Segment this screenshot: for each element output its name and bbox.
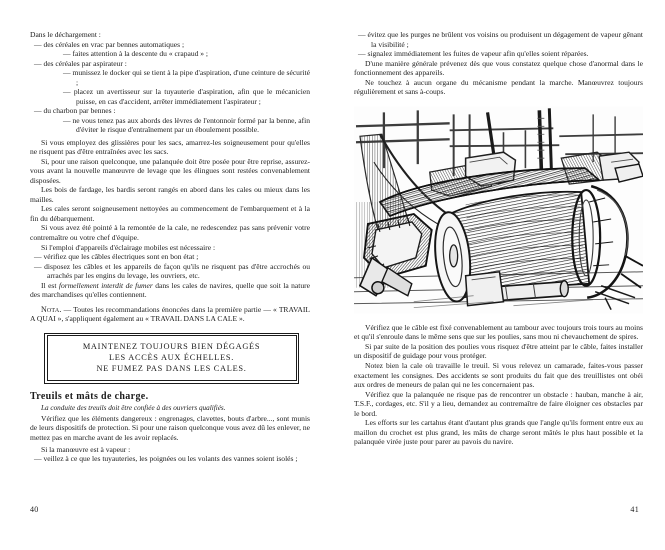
- section-italic-lead: La conduite des treuils doit être confiée à des ouvriers qualifiés.: [41, 403, 226, 412]
- paragraph: Les cales seront soigneusement nettoyées au commencement de l'embarquement et à la fin du débarquement.: [30, 204, 310, 223]
- figure-winch-wrapper: [354, 106, 643, 314]
- list-item: — placez un avertisseur sur la tuyauterie d'aspiration, afin que le mécanicien puisse, en cas d'accident, arrêter immédiatement l'aspirateur ;: [63, 87, 310, 106]
- list-item-text: vérifiez que les câbles électriques sont en bon état ;: [43, 252, 199, 262]
- paragraph: D'une manière générale prévenez dès que vous constatez quelque chose d'anormal dans le fonctionnement des appareils.: [354, 58, 643, 78]
- smoking-ban-emphasis: formellement interdit de fumer: [58, 280, 153, 290]
- paragraph: Les efforts sur les cartahus étant d'autant plus grands que l'angle qu'ils forment entre eux au maillon du crochet est plus grand, les mâts de charge seront mâtés le plus haut possible et la palanquée virée juste pour parer au pavois du navire.: [354, 418, 643, 447]
- paragraph: Si, pour une raison quelconque, une palanquée doit être posée pour être reprise, assurez-vous avant la nouvelle manœuvre de levage que les élingues sont restées convenablement disposées.: [30, 156, 310, 185]
- warning-line: MAINTENEZ TOUJOURS BIEN DÉGAGÉS: [82, 342, 261, 352]
- list-item: — munissez le docker qui se tient à la pipe d'aspiration, d'une ceinture de sécurité ;: [63, 68, 310, 87]
- warning-line: NE FUMEZ PAS DANS LES CALES.: [96, 364, 247, 374]
- smoking-ban-before: Il est: [41, 280, 59, 290]
- list-item: — vérifiez que les câbles électriques sont en bon état ;: [34, 252, 199, 262]
- paragraph: Notez bien la cale où travaille le treuil. Si vous relevez un camarade, faites-vous passer exactement les consignes. Des accidents se sont produits du fait que des treuillistes ont obéi aux ordres de meneurs de palan qui ne les concernaient pas.: [354, 361, 643, 390]
- list-item-text: faites attention à la descente du « crapaud » ;: [72, 49, 209, 59]
- list-item: — des céréales par aspirateur :: [34, 58, 127, 68]
- list-item: — évitez que les purges ne brûlent vos voisins ou produisent un dégagement de vapeur gênant la visibilité ;: [358, 30, 643, 49]
- list-item-text: disposez les câbles et les appareils de façon qu'ils ne risquent pas d'être accrochés ou arrachés par les engins du levage, les ouvriers, etc.: [44, 261, 310, 281]
- paragraph: Vérifiez que la palanquée ne risque pas de rencontrer un obstacle : hauban, manche à air, T.S.F., cordages, etc. S'il y a lieu, demandez au contremaître de faire éloigner ces obstacles par le bord.: [354, 389, 643, 418]
- smoking-ban-after: dans les cales de navires, quelle que soit la nature des marchandises qu'elles contiennent.: [30, 280, 311, 300]
- list-item-text: munissez le docker qui se tient à la pipe d'aspiration, d'une ceinture de sécurité ;: [72, 68, 310, 87]
- list-item: — faites attention à la descente du « crapaud » ;: [63, 49, 209, 59]
- list-item-text: ne vous tenez pas aux abords des lèvres de l'entonnoir formé par la benne, afin d'éviter le risque d'entraînement par un éboulement possible.: [72, 115, 310, 135]
- nota-text: — Toutes les recommandations énoncées dans la première partie — « TRAVAIL A QUAI », s'appliquent également au « TRAVAIL DANS LA CALE ».: [30, 304, 310, 324]
- list-item-text: signalez immédiatement les fuites de vapeur afin qu'elles soient réparées.: [367, 49, 589, 59]
- right-column-text-top: [354, 30, 643, 97]
- paragraph: Si vous avez été pointé à la remontée de la cale, ne redescendez pas sans prévenir votre contremaître ou votre chef d'équipe.: [30, 223, 310, 242]
- smoking-ban-paragraph: [30, 281, 310, 300]
- list-item: — disposez les câbles et les appareils de façon qu'ils ne risquent pas d'être accrochés ou arrachés par les engins du levage, les ouvriers, etc.: [34, 261, 310, 281]
- list-item-text: des céréales en vrac par bennes automatiques ;: [43, 39, 185, 49]
- list-item-text: évitez que les purges ne brûlent vos voisins ou produisent un dégagement de vapeur gênant la visibilité ;: [367, 30, 643, 49]
- list-item-text: des céréales par aspirateur :: [43, 58, 127, 68]
- warning-line: LES ACCÈS AUX ÉCHELLES.: [108, 353, 235, 363]
- list-item-text: placez un avertisseur sur la tuyauterie d'aspiration, afin que le mécanicien puisse, en cas d'accident, arrêter immédiatement l'aspirateur ;: [73, 87, 310, 106]
- paragraph: Si par suite de la position des poulies vous risquez d'être atteint par le câble, faites installer un dispositif de guidage pour vous protéger.: [354, 341, 643, 361]
- list-item-text: du charbon par bennes :: [43, 106, 116, 116]
- warning-box-inner: [47, 335, 297, 381]
- left-column-section: [30, 392, 310, 464]
- warning-box: [44, 333, 299, 384]
- section-title: Treuils et mâts de charge.: [30, 390, 149, 402]
- page-number-right: 41: [630, 505, 639, 514]
- nota-paragraph: [30, 305, 310, 324]
- list-item: — signalez immédiatement les fuites de vapeur afin qu'elles soient réparées.: [358, 49, 589, 59]
- winch-drum-engraving-icon: [354, 106, 643, 314]
- list-item: — ne vous tenez pas aux abords des lèvres de l'entonnoir formé par la benne, afin d'éviter le risque d'entraînement par un éboulement possible.: [63, 115, 310, 135]
- list-item: — veillez à ce que les tuyauteries, les poignées ou les volants des vannes soient isolés ;: [34, 454, 298, 464]
- paragraph: Vérifiez que le câble est fixé convenablement au tambour avec toujours trois tours au moins et qu'il s'enroule dans le même sens que sur les poulies, sans mou ni chevauchement de spires.: [354, 322, 643, 342]
- page-right: [332, 0, 665, 550]
- paragraph: Si vous employez des glissières pour les sacs, amarrez-les soigneusement pour qu'elles ne risquent pas d'être entraînées avec les sacs.: [30, 137, 310, 157]
- nota-label: Nota.: [41, 304, 62, 314]
- steam-lead: Si la manœuvre est à vapeur :: [41, 444, 131, 454]
- page-number-left: 40: [30, 505, 39, 514]
- right-column-text-bottom: [354, 323, 643, 447]
- page-left: [0, 0, 332, 550]
- list-item-text: veillez à ce que les tuyauteries, les poignées ou les volants des vannes soient isolés ;: [43, 454, 298, 464]
- paragraph: Ne touchez à aucun organe du mécanisme pendant la marche. Manœuvrez toujours régulièrement et sans à-coups.: [354, 77, 643, 97]
- left-column-text: [30, 30, 310, 324]
- paragraph: Vérifiez que les éléments dangereux : engrenages, clavettes, bouts d'arbre..., sont munis de leurs dispositifs de protection. Si pour une raison quelconque vous avez dû les enlever, ne mettez pas en marche avant de les avoir replacés.: [30, 413, 310, 442]
- list-item: — des céréales en vrac par bennes automatiques ;: [34, 39, 185, 49]
- paragraph: Si l'emploi d'appareils d'éclairage mobiles est nécessaire :: [41, 242, 216, 252]
- paragraph: Les bois de fardage, les bardis seront rangés en abord dans les cales ou mieux dans les mailles.: [30, 185, 310, 204]
- intro-lead: Dans le déchargement :: [30, 30, 101, 39]
- list-item: — du charbon par bennes :: [34, 106, 116, 116]
